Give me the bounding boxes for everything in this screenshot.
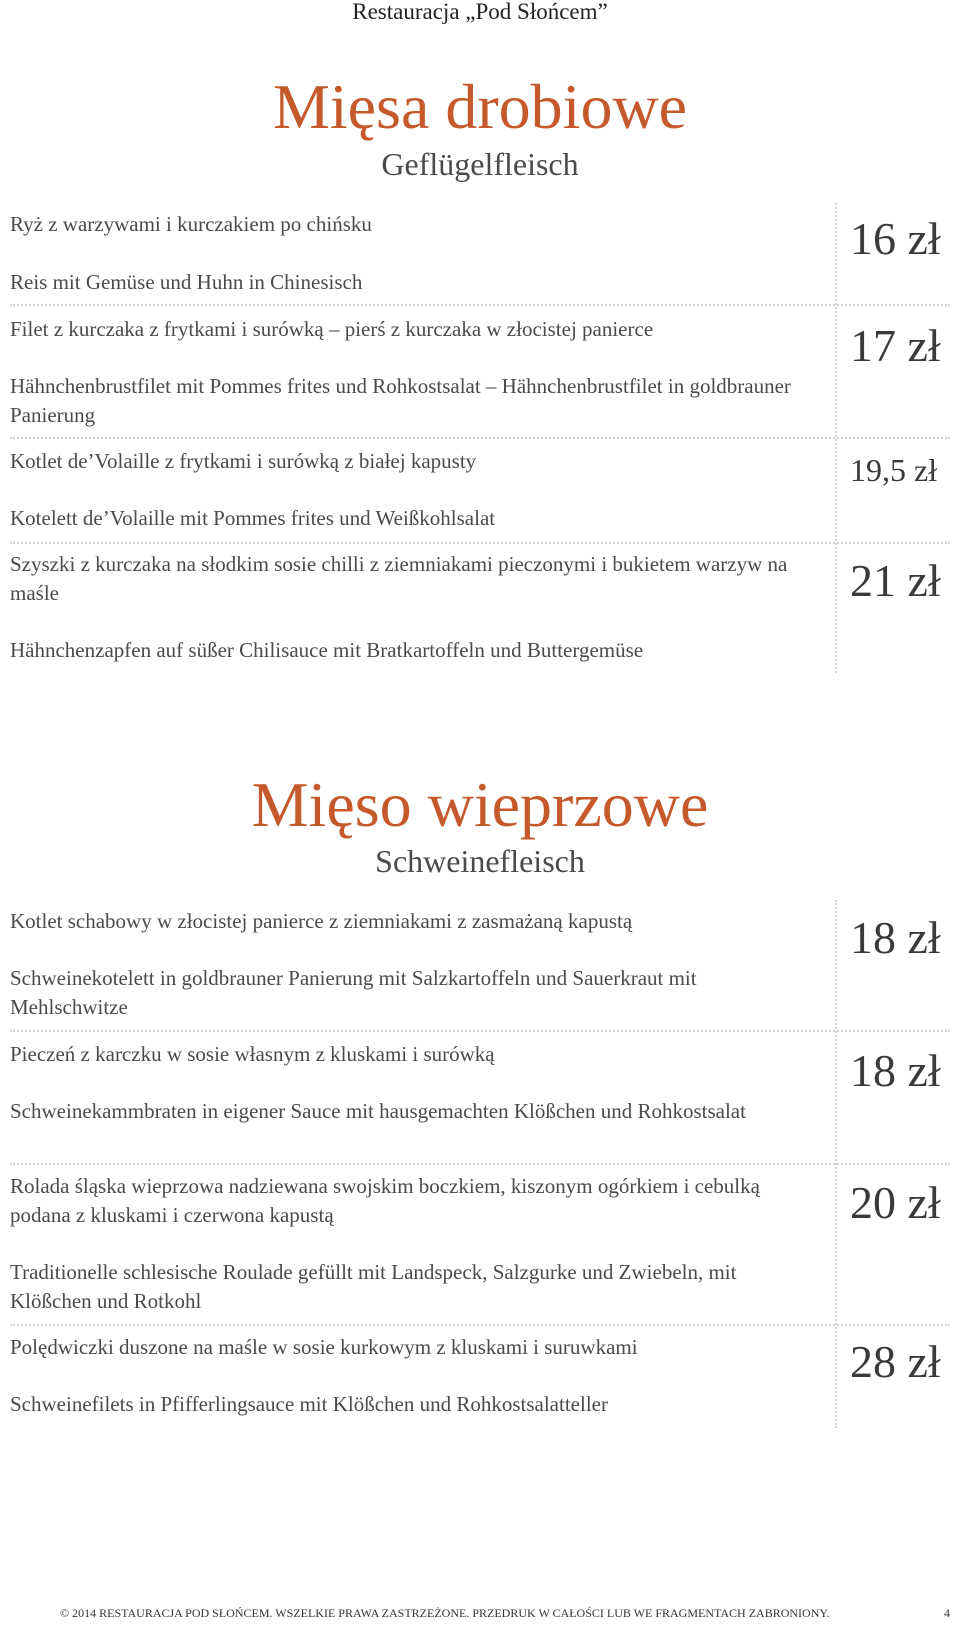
dish-price: 19,5 zł [850, 452, 938, 488]
dish-name-de: Kotelett de’Volaille mit Pommes frites und Weißkohlsalat [10, 506, 496, 530]
dish-name-de: Hähnchenbrustfilet mit Pommes frites und Rohkostsalat – Hähnchenbrustfilet in goldbrauner Panierung [10, 374, 791, 427]
dish-name-pl: Rolada śląska wieprzowa nadziewana swojskim boczkiem, kiszonym ogórkiem i cebulką podana z kluskami i czerwona kapustą [10, 1174, 760, 1227]
restaurant-name: Restauracja „Pod Słońcem” [352, 0, 608, 24]
dish-price: 21 zł [850, 555, 941, 606]
dish-price: 18 zł [850, 912, 941, 963]
dish-name-pl: Pieczeń z karczku w sosie własnym z kluskami i surówką [10, 1042, 495, 1066]
copyright-notice: © 2014 RESTAURACJA POD SŁOŃCEM. WSZELKIE PRAWA ZASTRZEŻONE. PRZEDRUK W CAŁOŚCI LUB WE FRAGMENTACH ZABRONIONY. [60, 1606, 830, 1620]
dish-name-de: Reis mit Gemüse und Huhn in Chinesisch [10, 270, 363, 294]
dish-name-pl: Polędwiczki duszone na maśle w sosie kurkowym z kluskami i suruwkami [10, 1335, 638, 1359]
dish-price: 20 zł [850, 1177, 941, 1228]
dish-name-pl: Filet z kurczaka z frytkami i surówką – pierś z kurczaka w złocistej panierce [10, 317, 654, 341]
dish-name-de: Hähnchenzapfen auf süßer Chilisauce mit Bratkartoffeln und Buttergemüse [10, 638, 644, 662]
section-subtitle: Schweinefleisch [375, 843, 585, 879]
dish-name-pl: Kotlet de’Volaille z frytkami i surówką z białej kapusty [10, 449, 477, 473]
dish-price: 18 zł [850, 1045, 941, 1096]
dish-price: 17 zł [850, 320, 941, 371]
item-divider [10, 304, 950, 306]
dish-name-de: Schweinekammbraten in eigener Sauce mit hausgemachten Klößchen und Rohkostsalat [10, 1099, 746, 1123]
dish-name-de: Traditionelle schlesische Roulade gefüllt mit Landspeck, Salzgurke und Zwiebeln, mit Klößchen und Rotkohl [10, 1260, 737, 1313]
item-divider [10, 542, 950, 544]
item-divider [10, 1163, 950, 1165]
dish-price: 28 zł [850, 1336, 941, 1387]
dish-price: 16 zł [850, 213, 941, 264]
page-number: 4 [944, 1606, 950, 1620]
dish-name-pl: Kotlet schabowy w złocistej panierce z ziemniakami z zasmażaną kapustą [10, 909, 633, 933]
item-divider [10, 1030, 950, 1032]
dish-name-de: Schweinekotelett in goldbrauner Panierung mit Salzkartoffeln und Sauerkraut mit Mehlschwitze [10, 966, 697, 1019]
section-title: Mięsa drobiowe [272, 71, 688, 142]
dish-name-pl: Szyszki z kurczaka na słodkim sosie chilli z ziemniakami pieczonymi i bukietem warzyw na maśle [10, 552, 788, 605]
item-divider [10, 437, 950, 439]
dish-name-pl: Ryż z warzywami i kurczakiem po chińsku [10, 212, 372, 236]
section-subtitle: Geflügelfleisch [381, 146, 579, 182]
dish-name-de: Schweinefilets in Pfifferlingsauce mit Klößchen und Rohkostsalatteller [10, 1392, 608, 1416]
item-divider [10, 1324, 950, 1326]
section-title: Mięso wieprzowe [251, 769, 709, 840]
